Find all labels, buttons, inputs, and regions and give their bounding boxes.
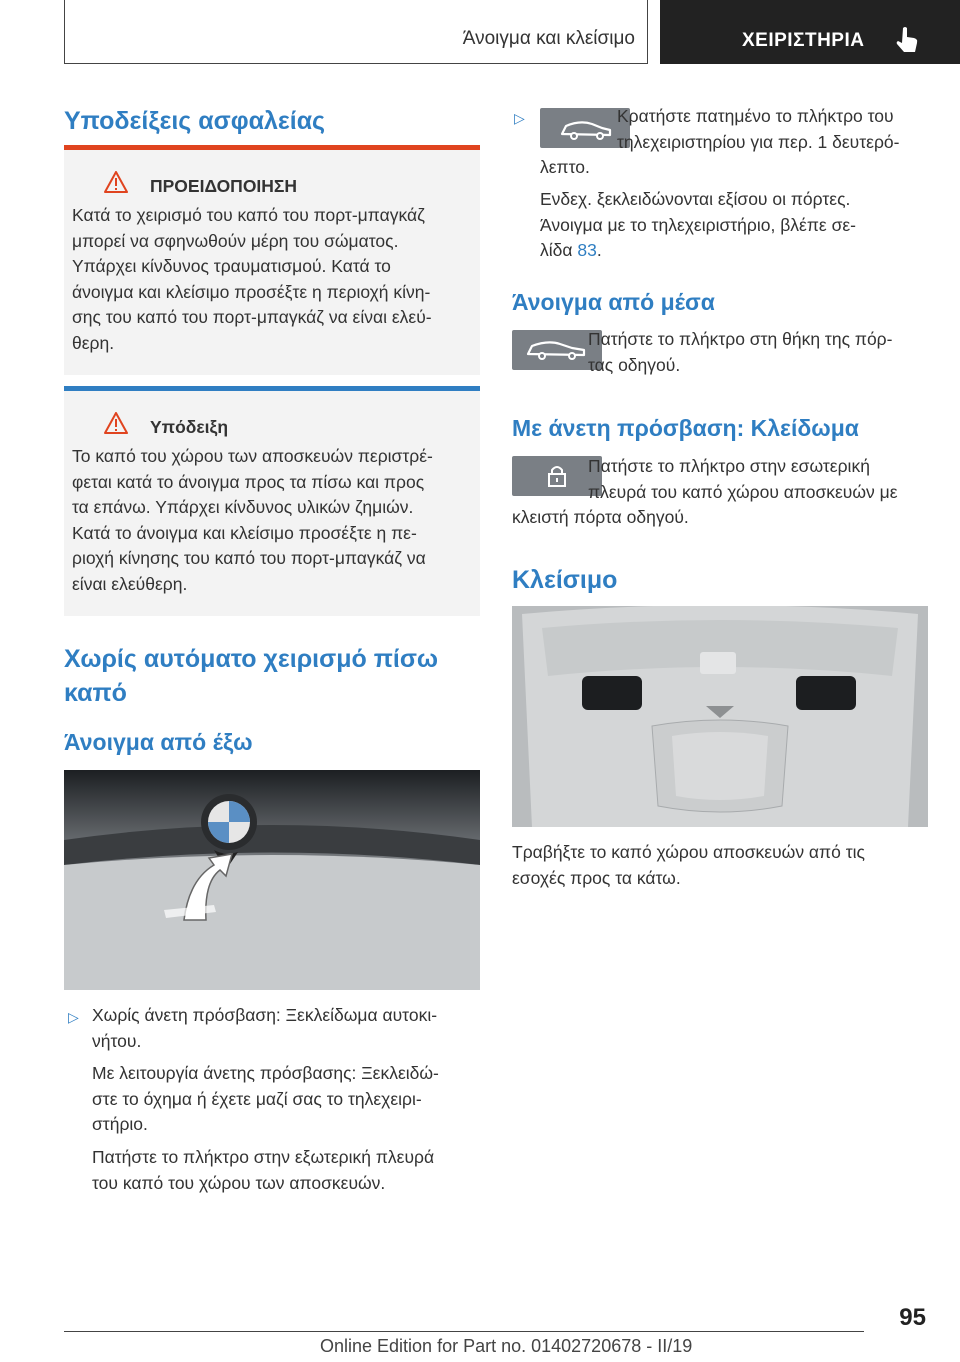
step-unlock-car: Χωρίς άνετη πρόσβαση: Ξεκλείδωμα αυτοκι- νήτου. xyxy=(92,1005,438,1051)
note-bar xyxy=(64,386,480,391)
warning-triangle-icon xyxy=(104,412,128,434)
warning-line: μπορεί να σφηνωθούν μέρη του σώματος. xyxy=(72,230,399,251)
note-title: Υπόδειξη xyxy=(150,417,229,437)
header-section-box xyxy=(64,0,648,64)
pointing-hand-icon xyxy=(894,26,920,54)
para-inside: Πατήστε το πλήκτρο στη θήκη της πόρ- τας οδηγού. xyxy=(588,329,893,375)
warning-triangle-icon xyxy=(104,171,128,193)
warning-title: ΠΡΟΕΙΔΟΠΟΙΗΣΗ xyxy=(150,176,298,196)
note-text xyxy=(72,444,477,597)
trunk-outside-photo xyxy=(64,770,480,990)
comfort-lock-heading: Με άνετη πρόσβαση: Κλείδωμα xyxy=(512,415,859,441)
open-inside-heading: Άνοιγμα από μέσα xyxy=(512,289,715,315)
warning-line: Υπάρχει κίνδυνος τραυματισμού. Κατά το xyxy=(72,256,391,276)
trunk-inside-photo xyxy=(512,606,928,827)
note-line: Το καπό του χώρου των αποσκευών περιστρέ- xyxy=(72,446,433,466)
note-line: φεται κατά το άνοιγμα προς τα πίσω και προς xyxy=(72,471,425,492)
para-press-button: Πατήστε το πλήκτρο στην εξωτερική πλευρά του καπό του χώρου των αποσκευών. xyxy=(92,1147,435,1193)
para-comfort-access: Με λειτουργία άνετης πρόσβασης: Ξεκλειδώ- στε το όχημα ή έχετε μαζί σας το τηλεχειρι- στήριο. xyxy=(92,1063,439,1134)
step-hold-remote-cont: λεπτο. xyxy=(540,157,590,177)
close-heading: Κλείσιμο xyxy=(512,566,618,594)
warning-bar xyxy=(64,145,480,150)
footer-divider xyxy=(64,1331,864,1332)
header-chapter-box xyxy=(660,0,960,64)
step-hold-remote: Κρατήστε πατημένο το πλήκτρο του τηλεχειριστηρίου για περ. 1 δευτερό- xyxy=(617,106,900,152)
warning-box xyxy=(64,145,480,375)
note-line: ριοχή κίνησης του καπό του πορτ-μπαγκάζ να xyxy=(72,548,426,568)
warning-line: Κατά το χειρισμό του καπό του πορτ-μπαγκάζ xyxy=(72,205,425,225)
page-number: 95 xyxy=(899,1304,926,1331)
header-section-title: Άνοιγμα και κλείσιμο xyxy=(462,28,635,49)
page-reference-link[interactable]: 83 xyxy=(577,240,597,260)
step-arrow-icon: ▷ xyxy=(514,110,525,126)
para-lock: Πατήστε το πλήκτρο στην εσωτερική πλευρά του καπό χώρου αποσκευών με xyxy=(588,456,898,502)
safety-heading: Υποδείξεις ασφαλείας xyxy=(64,107,326,135)
no-auto-heading: Χωρίς αυτόματο χειρισμό πίσω καπό xyxy=(64,645,439,707)
note-line: Κατά το άνοιγμα και κλείσιμο προσέξτε η πε- xyxy=(72,522,417,543)
warning-text xyxy=(72,203,477,356)
para-lock-cont: κλειστή πόρτα οδηγού. xyxy=(512,507,689,527)
warning-line: θερη. xyxy=(72,332,115,353)
warning-line: σης του καπό του πορτ-μπαγκάζ να είναι ελεύ- xyxy=(72,307,432,327)
para-close: Τραβήξτε το καπό χώρου αποσκευών από τις εσοχές προς τα κάτω. xyxy=(512,842,865,888)
note-box xyxy=(64,386,480,616)
warning-line: άνοιγμα και κλείσιμο προσέξτε η περιοχή κίνη- xyxy=(72,281,431,302)
note-line: είναι ελεύθερη. xyxy=(72,573,188,594)
note-line: τα επάνω. Υπάρχει κίνδυνος υλικών ζημιών. xyxy=(72,497,414,517)
header-chapter-title: ΧΕΙΡΙΣΤΗΡΙΑ xyxy=(742,30,865,51)
para-remote-note: Ενδεχ. ξεκλειδώνονται εξίσου οι πόρτες. Άνοιγμα με το τηλεχειριστήριο, βλέπε σε- λίδα 83. xyxy=(540,189,856,260)
edition-footer: Online Edition for Part no. 01402720678 - II/19 xyxy=(320,1336,693,1356)
open-outside-heading: Άνοιγμα από έξω xyxy=(64,729,253,755)
step-arrow-icon: ▷ xyxy=(68,1009,79,1025)
